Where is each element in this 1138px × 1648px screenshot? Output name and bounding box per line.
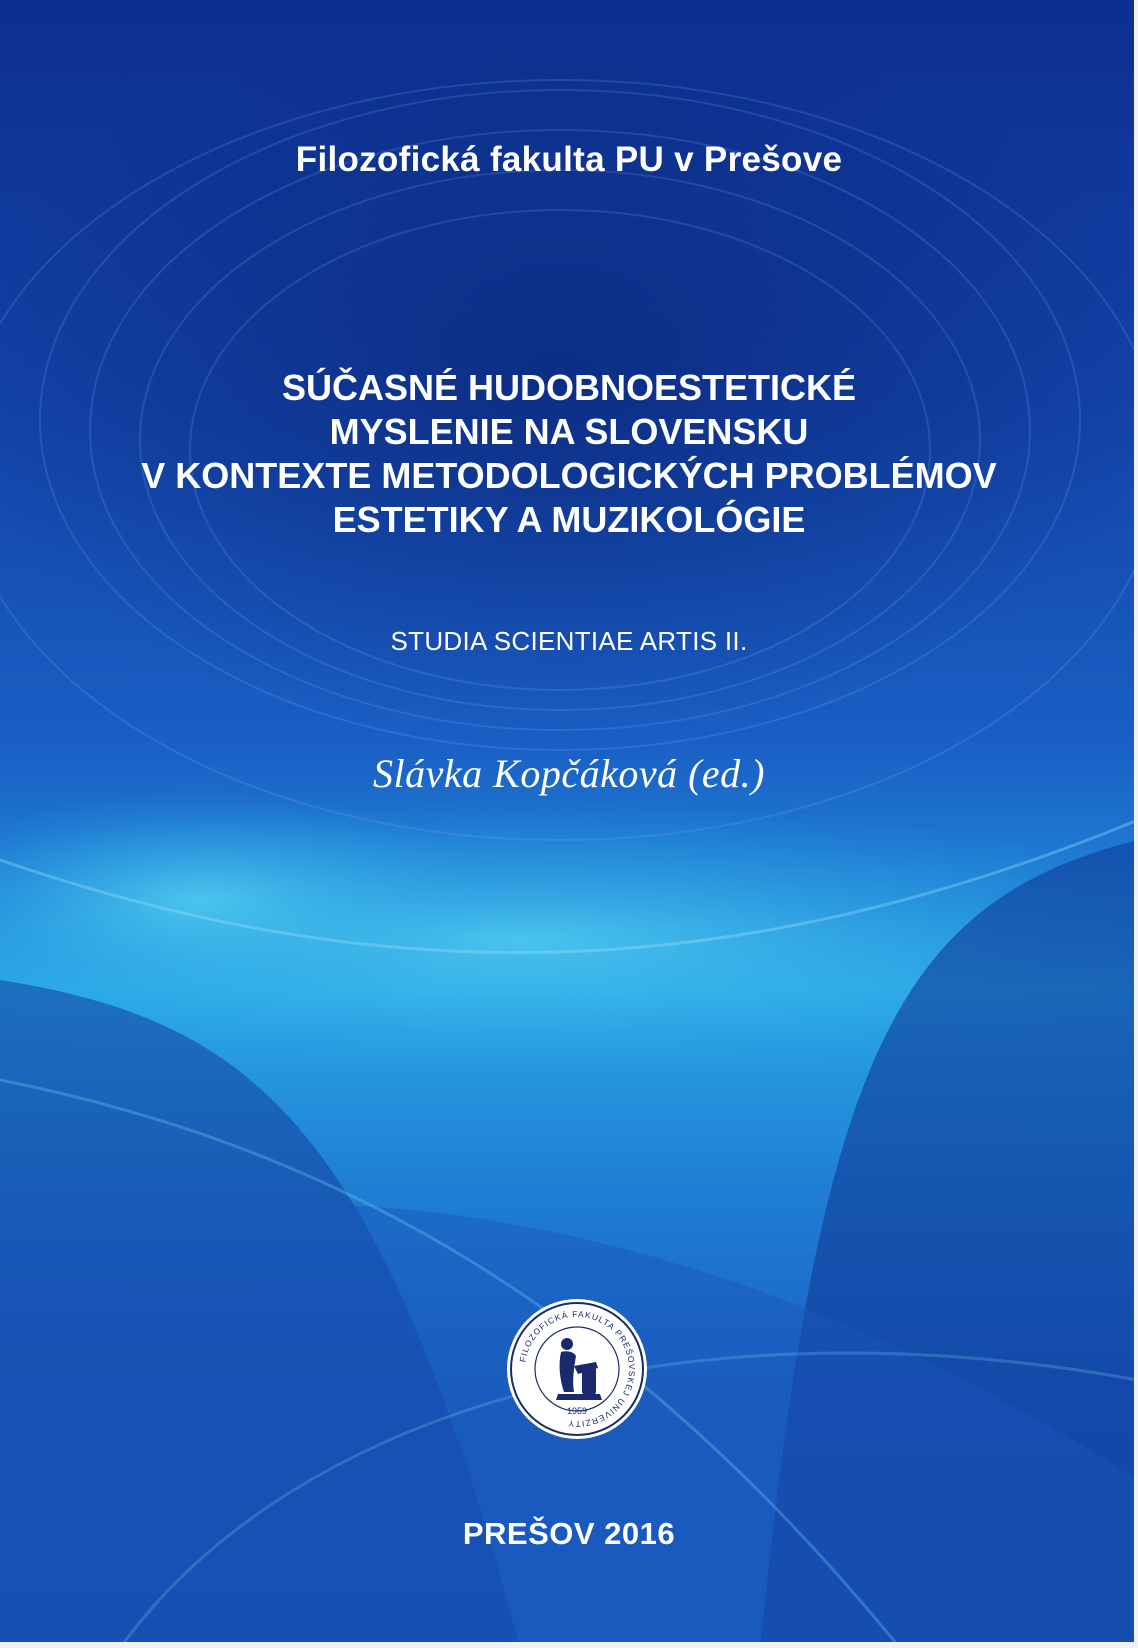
title-line: SÚČASNÉ HUDOBNOESTETICKÉ xyxy=(281,367,857,408)
seal-ring-text: FILOZOFICKÁ FAKULTA PREŠOVSKEJ UNIVERZITY xyxy=(517,1308,638,1430)
series-name: STUDIA SCIENTIAE ARTIS II. xyxy=(390,626,748,656)
book-title xyxy=(0,366,1138,542)
seal-year: 1959 xyxy=(566,1406,588,1416)
editor-name: Slávka Kopčáková (ed.) xyxy=(373,751,765,796)
scan-edge-right xyxy=(1134,0,1138,1648)
scan-edge-bottom xyxy=(0,1642,1138,1648)
place-and-year: PREŠOV 2016 xyxy=(462,1516,676,1551)
title-line: V KONTEXTE METODOLOGICKÝCH PROBLÉMOV xyxy=(141,455,997,496)
faculty-seal xyxy=(504,1296,650,1442)
faculty-heading: Filozofická fakulta PU v Prešove xyxy=(295,140,843,179)
title-line: ESTETIKY A MUZIKOLÓGIE xyxy=(332,499,806,540)
title-line: MYSLENIE NA SLOVENSKU xyxy=(329,411,809,452)
